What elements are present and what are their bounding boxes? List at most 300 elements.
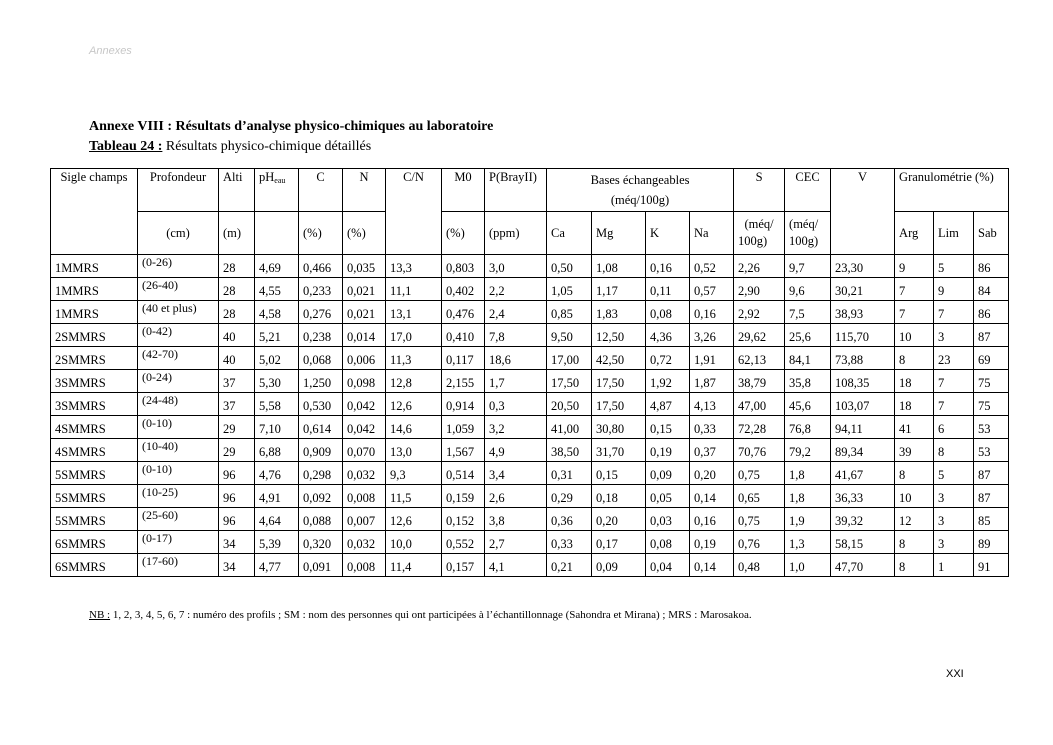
cell-v: 30,21 (831, 278, 895, 301)
cell-cec: 1,8 (785, 485, 831, 508)
cell-s: 47,00 (734, 393, 785, 416)
cell-p: 2,7 (485, 531, 547, 554)
cell-ph: 7,10 (255, 416, 299, 439)
cell-mo: 0,402 (442, 278, 485, 301)
header-cec: CEC (785, 169, 831, 212)
header-alti-unit: (m) (219, 212, 255, 255)
cell-k: 0,11 (646, 278, 690, 301)
cell-alti: 28 (219, 301, 255, 324)
cell-p: 4,9 (485, 439, 547, 462)
cell-cec: 9,7 (785, 255, 831, 278)
cell-mo: 0,410 (442, 324, 485, 347)
cell-alti: 37 (219, 370, 255, 393)
table-row (51, 439, 1009, 462)
cell-profondeur: (0-17) (138, 531, 219, 554)
cell-na: 0,16 (690, 508, 734, 531)
cell-profondeur: (0-10) (138, 462, 219, 485)
header-bases-unit: (méq/100g) (610, 193, 670, 207)
cell-ph: 5,58 (255, 393, 299, 416)
cell-sab: 89 (974, 531, 1009, 554)
cell-arg: 39 (895, 439, 934, 462)
cell-cec: 25,6 (785, 324, 831, 347)
cell-s: 0,65 (734, 485, 785, 508)
cell-mg: 0,17 (592, 531, 646, 554)
cell-alti: 96 (219, 462, 255, 485)
cell-ca: 17,50 (547, 370, 592, 393)
cell-n: 0,006 (343, 347, 386, 370)
header-ph-sub: eau (274, 176, 286, 185)
header-lim: Lim (934, 212, 974, 255)
cell-ph: 5,21 (255, 324, 299, 347)
cell-sigle: 4SMMRS (51, 439, 138, 462)
cell-cn: 9,3 (386, 462, 442, 485)
cell-n: 0,032 (343, 462, 386, 485)
cell-cn: 13,0 (386, 439, 442, 462)
cell-k: 0,08 (646, 301, 690, 324)
cell-na: 3,26 (690, 324, 734, 347)
cell-s: 29,62 (734, 324, 785, 347)
cell-cn: 13,3 (386, 255, 442, 278)
cell-cn: 11,3 (386, 347, 442, 370)
cell-cn: 12,6 (386, 508, 442, 531)
cell-ca: 9,50 (547, 324, 592, 347)
cell-arg: 18 (895, 393, 934, 416)
cell-sigle: 1MMRS (51, 278, 138, 301)
cell-profondeur: (10-40) (138, 439, 219, 462)
cell-profondeur: (0-42) (138, 324, 219, 347)
cell-ph: 4,58 (255, 301, 299, 324)
cell-na: 0,33 (690, 416, 734, 439)
cell-n: 0,032 (343, 531, 386, 554)
cell-cec: 1,9 (785, 508, 831, 531)
cell-arg: 12 (895, 508, 934, 531)
cell-arg: 18 (895, 370, 934, 393)
cell-ca: 0,85 (547, 301, 592, 324)
cell-mg: 0,15 (592, 462, 646, 485)
cell-sigle: 3SMMRS (51, 370, 138, 393)
cell-s: 0,75 (734, 508, 785, 531)
cell-ca: 38,50 (547, 439, 592, 462)
cell-n: 0,098 (343, 370, 386, 393)
cell-alti: 40 (219, 324, 255, 347)
cell-mo: 0,476 (442, 301, 485, 324)
table-row (51, 462, 1009, 485)
table-row (51, 347, 1009, 370)
cell-cec: 79,2 (785, 439, 831, 462)
cell-v: 89,34 (831, 439, 895, 462)
cell-sigle: 5SMMRS (51, 508, 138, 531)
cell-k: 0,03 (646, 508, 690, 531)
cell-sigle: 2SMMRS (51, 347, 138, 370)
cell-arg: 9 (895, 255, 934, 278)
cell-c: 0,068 (299, 347, 343, 370)
table-caption-text: Résultats physico-chimique détaillés (162, 139, 372, 154)
cell-p: 3,8 (485, 508, 547, 531)
cell-p: 4,1 (485, 554, 547, 577)
cell-mo: 0,152 (442, 508, 485, 531)
cell-na: 4,13 (690, 393, 734, 416)
cell-sab: 86 (974, 255, 1009, 278)
cell-mg: 1,83 (592, 301, 646, 324)
cell-s: 2,92 (734, 301, 785, 324)
cell-lim: 8 (934, 439, 974, 462)
cell-k: 0,15 (646, 416, 690, 439)
cell-profondeur: (25-60) (138, 508, 219, 531)
header-ph (255, 169, 299, 212)
table-row (51, 485, 1009, 508)
cell-alti: 34 (219, 531, 255, 554)
cell-na: 1,87 (690, 370, 734, 393)
cell-lim: 5 (934, 462, 974, 485)
table-row (51, 370, 1009, 393)
cell-cn: 17,0 (386, 324, 442, 347)
cell-p: 18,6 (485, 347, 547, 370)
header-ph-main: pH (259, 170, 275, 184)
cell-mg: 1,08 (592, 255, 646, 278)
running-header: Annexes (89, 45, 132, 57)
header-n-unit: (%) (343, 212, 386, 255)
cell-k: 0,72 (646, 347, 690, 370)
cell-cn: 14,6 (386, 416, 442, 439)
cell-sab: 91 (974, 554, 1009, 577)
cell-ca: 0,31 (547, 462, 592, 485)
header-p: P(BrayII) (485, 169, 547, 212)
cell-s: 2,26 (734, 255, 785, 278)
cell-lim: 7 (934, 301, 974, 324)
cell-arg: 8 (895, 462, 934, 485)
cell-profondeur: (24-48) (138, 393, 219, 416)
header-bases-title: Bases échangeables (590, 173, 690, 187)
header-ph-unit (255, 212, 299, 255)
cell-mo: 0,803 (442, 255, 485, 278)
cell-k: 0,05 (646, 485, 690, 508)
cell-mo: 1,567 (442, 439, 485, 462)
cell-n: 0,021 (343, 278, 386, 301)
cell-ca: 41,00 (547, 416, 592, 439)
cell-cn: 13,1 (386, 301, 442, 324)
cell-c: 0,614 (299, 416, 343, 439)
cell-ca: 0,33 (547, 531, 592, 554)
cell-ca: 0,21 (547, 554, 592, 577)
cell-c: 0,238 (299, 324, 343, 347)
cell-k: 1,92 (646, 370, 690, 393)
cell-p: 0,3 (485, 393, 547, 416)
cell-c: 0,530 (299, 393, 343, 416)
header-profondeur: Profondeur (138, 169, 219, 212)
cell-ca: 0,36 (547, 508, 592, 531)
cell-sab: 53 (974, 416, 1009, 439)
header-cn: C/N (386, 169, 442, 255)
cell-profondeur: (10-25) (138, 485, 219, 508)
cell-s: 2,90 (734, 278, 785, 301)
cell-ca: 0,29 (547, 485, 592, 508)
header-mo-unit: (%) (442, 212, 485, 255)
cell-v: 38,93 (831, 301, 895, 324)
cell-cec: 45,6 (785, 393, 831, 416)
cell-sigle: 4SMMRS (51, 416, 138, 439)
cell-alti: 28 (219, 255, 255, 278)
cell-lim: 23 (934, 347, 974, 370)
cell-s: 72,28 (734, 416, 785, 439)
header-sab: Sab (974, 212, 1009, 255)
table-row (51, 324, 1009, 347)
cell-lim: 1 (934, 554, 974, 577)
header-cec-unit-2: 100g) (789, 234, 819, 248)
cell-cec: 9,6 (785, 278, 831, 301)
cell-cec: 1,8 (785, 462, 831, 485)
cell-ph: 4,64 (255, 508, 299, 531)
table-caption-label: Tableau 24 : (89, 139, 163, 154)
header-c-unit: (%) (299, 212, 343, 255)
cell-n: 0,070 (343, 439, 386, 462)
cell-ph: 4,69 (255, 255, 299, 278)
cell-v: 36,33 (831, 485, 895, 508)
cell-s: 38,79 (734, 370, 785, 393)
cell-sab: 86 (974, 301, 1009, 324)
cell-na: 0,20 (690, 462, 734, 485)
cell-mg: 31,70 (592, 439, 646, 462)
cell-sab: 75 (974, 370, 1009, 393)
cell-mo: 0,514 (442, 462, 485, 485)
cell-k: 0,08 (646, 531, 690, 554)
cell-lim: 3 (934, 508, 974, 531)
cell-sab: 84 (974, 278, 1009, 301)
table-row (51, 508, 1009, 531)
cell-c: 0,092 (299, 485, 343, 508)
table-row (51, 255, 1009, 278)
header-s: S (734, 169, 785, 212)
cell-n: 0,007 (343, 508, 386, 531)
cell-sigle: 5SMMRS (51, 462, 138, 485)
cell-arg: 41 (895, 416, 934, 439)
cell-n: 0,014 (343, 324, 386, 347)
cell-sab: 53 (974, 439, 1009, 462)
header-cec-unit-1: (méq/ (789, 217, 819, 231)
cell-na: 0,52 (690, 255, 734, 278)
header-cec-unit (785, 212, 831, 255)
cell-na: 0,16 (690, 301, 734, 324)
cell-ph: 5,02 (255, 347, 299, 370)
cell-ca: 1,05 (547, 278, 592, 301)
cell-ph: 6,88 (255, 439, 299, 462)
cell-mo: 0,552 (442, 531, 485, 554)
cell-c: 0,466 (299, 255, 343, 278)
cell-alti: 29 (219, 416, 255, 439)
cell-mg: 17,50 (592, 393, 646, 416)
cell-p: 3,4 (485, 462, 547, 485)
cell-sigle: 6SMMRS (51, 531, 138, 554)
cell-mg: 42,50 (592, 347, 646, 370)
cell-cn: 10,0 (386, 531, 442, 554)
header-s-unit (734, 212, 785, 255)
cell-n: 0,035 (343, 255, 386, 278)
cell-mo: 0,157 (442, 554, 485, 577)
cell-p: 3,2 (485, 416, 547, 439)
table-row (51, 416, 1009, 439)
cell-arg: 8 (895, 531, 934, 554)
cell-mg: 12,50 (592, 324, 646, 347)
cell-ph: 5,39 (255, 531, 299, 554)
table-row (51, 301, 1009, 324)
footnote-label: NB : (89, 609, 111, 621)
header-alti: Alti (219, 169, 255, 212)
cell-cn: 11,4 (386, 554, 442, 577)
header-sigle: Sigle champs (51, 169, 138, 255)
cell-cn: 12,8 (386, 370, 442, 393)
cell-c: 0,276 (299, 301, 343, 324)
cell-mg: 17,50 (592, 370, 646, 393)
cell-lim: 6 (934, 416, 974, 439)
cell-mo: 1,059 (442, 416, 485, 439)
cell-ph: 5,30 (255, 370, 299, 393)
cell-lim: 3 (934, 531, 974, 554)
cell-alti: 28 (219, 278, 255, 301)
cell-cec: 1,0 (785, 554, 831, 577)
cell-na: 0,19 (690, 531, 734, 554)
page-number: XXI (946, 668, 964, 680)
cell-cec: 7,5 (785, 301, 831, 324)
cell-alti: 29 (219, 439, 255, 462)
cell-n: 0,042 (343, 416, 386, 439)
header-bases (547, 169, 734, 212)
cell-k: 0,19 (646, 439, 690, 462)
cell-c: 0,320 (299, 531, 343, 554)
cell-mo: 0,159 (442, 485, 485, 508)
cell-s: 70,76 (734, 439, 785, 462)
results-table (50, 168, 1009, 577)
cell-v: 108,35 (831, 370, 895, 393)
cell-s: 0,76 (734, 531, 785, 554)
cell-c: 1,250 (299, 370, 343, 393)
cell-alti: 40 (219, 347, 255, 370)
cell-profondeur: (40 et plus) (138, 301, 219, 324)
header-profondeur-unit: (cm) (138, 212, 219, 255)
cell-lim: 5 (934, 255, 974, 278)
cell-sigle: 1MMRS (51, 301, 138, 324)
cell-alti: 96 (219, 485, 255, 508)
cell-cec: 1,3 (785, 531, 831, 554)
cell-sab: 87 (974, 462, 1009, 485)
cell-v: 73,88 (831, 347, 895, 370)
table-caption (89, 139, 371, 155)
cell-lim: 3 (934, 324, 974, 347)
cell-v: 47,70 (831, 554, 895, 577)
header-arg: Arg (895, 212, 934, 255)
cell-p: 1,7 (485, 370, 547, 393)
cell-n: 0,042 (343, 393, 386, 416)
cell-s: 62,13 (734, 347, 785, 370)
cell-v: 23,30 (831, 255, 895, 278)
cell-k: 0,09 (646, 462, 690, 485)
cell-alti: 37 (219, 393, 255, 416)
table-body (51, 255, 1009, 577)
cell-lim: 9 (934, 278, 974, 301)
cell-v: 39,32 (831, 508, 895, 531)
header-mo: M0 (442, 169, 485, 212)
cell-na: 0,37 (690, 439, 734, 462)
cell-na: 0,14 (690, 554, 734, 577)
cell-lim: 7 (934, 370, 974, 393)
header-mg: Mg (592, 212, 646, 255)
cell-mo: 2,155 (442, 370, 485, 393)
cell-cn: 12,6 (386, 393, 442, 416)
cell-cn: 11,1 (386, 278, 442, 301)
table-row (51, 393, 1009, 416)
cell-cec: 76,8 (785, 416, 831, 439)
table-row (51, 554, 1009, 577)
cell-profondeur: (17-60) (138, 554, 219, 577)
cell-n: 0,008 (343, 485, 386, 508)
cell-sab: 87 (974, 485, 1009, 508)
cell-lim: 7 (934, 393, 974, 416)
cell-mg: 1,17 (592, 278, 646, 301)
cell-mo: 0,117 (442, 347, 485, 370)
cell-mg: 0,09 (592, 554, 646, 577)
cell-ph: 4,77 (255, 554, 299, 577)
cell-ph: 4,91 (255, 485, 299, 508)
cell-profondeur: (42-70) (138, 347, 219, 370)
cell-sab: 87 (974, 324, 1009, 347)
cell-mg: 0,20 (592, 508, 646, 531)
header-ca: Ca (547, 212, 592, 255)
cell-arg: 10 (895, 324, 934, 347)
cell-v: 115,70 (831, 324, 895, 347)
cell-alti: 96 (219, 508, 255, 531)
cell-ca: 20,50 (547, 393, 592, 416)
cell-sigle: 6SMMRS (51, 554, 138, 577)
cell-alti: 34 (219, 554, 255, 577)
cell-profondeur: (26-40) (138, 278, 219, 301)
cell-mg: 30,80 (592, 416, 646, 439)
cell-sigle: 2SMMRS (51, 324, 138, 347)
cell-na: 0,57 (690, 278, 734, 301)
header-n: N (343, 169, 386, 212)
cell-arg: 8 (895, 554, 934, 577)
cell-s: 0,75 (734, 462, 785, 485)
cell-sigle: 1MMRS (51, 255, 138, 278)
cell-p: 3,0 (485, 255, 547, 278)
header-na: Na (690, 212, 734, 255)
cell-c: 0,233 (299, 278, 343, 301)
cell-na: 0,14 (690, 485, 734, 508)
cell-cec: 84,1 (785, 347, 831, 370)
footnote-text: 1, 2, 3, 4, 5, 6, 7 : numéro des profils ; SM : nom des personnes qui ont participées à l’échantillonnage (Sahondra et Mirana) ; MRS : Marosakoa. (110, 609, 752, 621)
cell-arg: 7 (895, 278, 934, 301)
cell-profondeur: (0-26) (138, 255, 219, 278)
cell-arg: 7 (895, 301, 934, 324)
header-s-unit-1: (méq/ (744, 217, 774, 231)
cell-profondeur: (0-24) (138, 370, 219, 393)
cell-cn: 11,5 (386, 485, 442, 508)
cell-c: 0,909 (299, 439, 343, 462)
cell-ca: 17,00 (547, 347, 592, 370)
cell-p: 7,8 (485, 324, 547, 347)
cell-sab: 69 (974, 347, 1009, 370)
cell-n: 0,008 (343, 554, 386, 577)
cell-k: 0,04 (646, 554, 690, 577)
cell-k: 0,16 (646, 255, 690, 278)
cell-sab: 85 (974, 508, 1009, 531)
header-s-unit-2: 100g) (738, 234, 768, 248)
cell-p: 2,2 (485, 278, 547, 301)
cell-s: 0,48 (734, 554, 785, 577)
cell-ph: 4,55 (255, 278, 299, 301)
cell-cec: 35,8 (785, 370, 831, 393)
cell-ca: 0,50 (547, 255, 592, 278)
header-k: K (646, 212, 690, 255)
cell-k: 4,87 (646, 393, 690, 416)
cell-mo: 0,914 (442, 393, 485, 416)
